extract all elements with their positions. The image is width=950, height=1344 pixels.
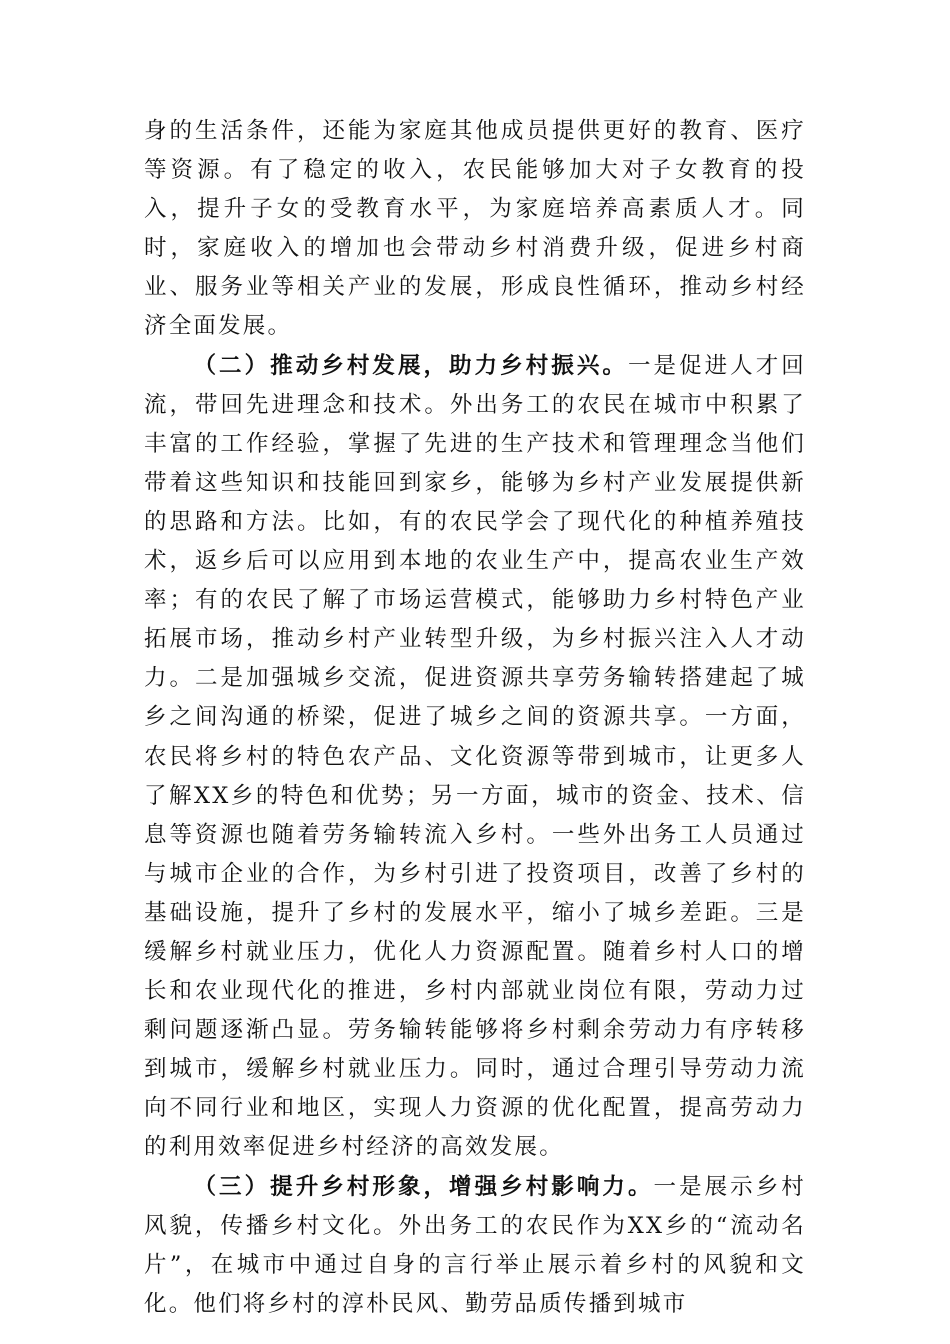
document-page xyxy=(144,112,806,1324)
paragraph-rural-development xyxy=(144,347,806,1168)
paragraph-text: 一是促进人才回流，带回先进理念和技术。外出务工的农民在城市中积累了丰富的工作经验，掌握了先进的生产技术和管理理念当他们带着这些知识和技能回到家乡，能够为乡村产业发展提供新的思路和方法。比如，有的农民学会了现代化的种植养殖技术，返乡后可以应用到本地的农业生产中，提高农业生产效率；有的农民了解了市场运营模式，能够助力乡村特色产业拓展市场，推动乡村产业转型升级，为乡村振兴注入人才动力。二是加强城乡交流，促进资源共享劳务输转搭建起了城乡之间沟通的桥梁，促进了城乡之间的资源共享。一方面，农民将乡村的特色农产品、文化资源等带到城市，让更多人了解XX乡的特色和优势；另一方面，城市的资金、技术、信息等资源也随着劳务输转流入乡村。一些外出务工人员通过与城市企业的合作，为乡村引进了投资项目，改善了乡村的基础设施，提升了乡村的发展水平，缩小了城乡差距。三是缓解乡村就业压力，优化人力资源配置。随着乡村人口的增长和农业现代化的推进，乡村内部就业岗位有限，劳动力过剩问题逐渐凸显。劳务输转能够将乡村剩余劳动力有序转移到城市，缓解乡村就业压力。同时，通过合理引导劳动力流向不同行业和地区，实现人力资源的优化配置，提高劳动力的利用效率促进乡村经济的高效发展。 xyxy=(144,352,806,1161)
paragraph-family-income xyxy=(144,112,806,347)
section-heading: （三）提升乡村形象，增强乡村影响力。 xyxy=(193,1173,654,1200)
section-heading: （二）推动乡村发展，助力乡村振兴。 xyxy=(193,352,628,379)
paragraph-text: 一是展示乡村风貌，传播乡村文化。外出务工的农民作为XX乡的“流动名片”，在城市中通过自身的言行举止展示着乡村的风貌和文化。他们将乡村的淳朴民风、勤劳品质传播到城市 xyxy=(144,1173,806,1317)
paragraph-text: 身的生活条件，还能为家庭其他成员提供更好的教育、医疗等资源。有了稳定的收入，农民能够加大对子女教育的投入，提升子女的受教育水平，为家庭培养高素质人才。同时，家庭收入的增加也会带动乡村消费升级，促进乡村商业、服务业等相关产业的发展，形成良性循环，推动乡村经济全面发展。 xyxy=(144,118,806,340)
paragraph-rural-image xyxy=(144,1168,806,1324)
